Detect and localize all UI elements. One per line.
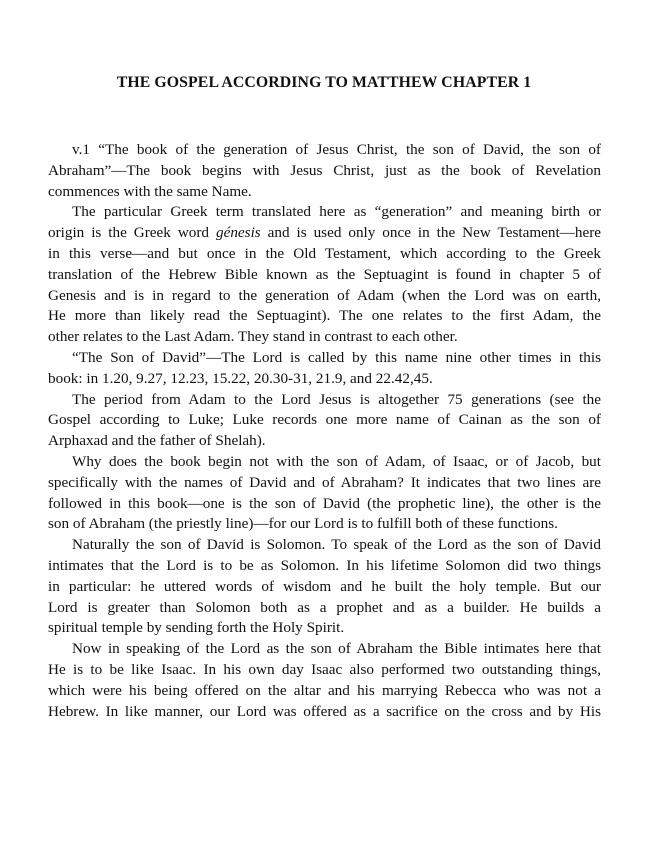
body-text xyxy=(48,140,601,722)
text-line: Genesis and is in regard to the generation of Adam (when the Lord was on earth, xyxy=(48,286,601,304)
text-line: intimates that the Lord is to be as Solomon. In his lifetime Solomon did two things xyxy=(48,556,601,574)
text-line: The particular Greek term translated here as “generation” and meaning birth or xyxy=(72,203,601,221)
text-line: which were his being offered on the altar and his marrying Rebecca who was not a xyxy=(48,681,601,699)
text-line: Naturally the son of David is Solomon. To speak of the Lord as the son of David xyxy=(72,536,601,554)
text-line: spiritual temple by sending forth the Holy Spirit. xyxy=(48,619,345,637)
text-line: son of Abraham (the priestly line)—for our Lord is to fulfill both of these functions. xyxy=(48,515,558,533)
text-line: other relates to the Last Adam. They stand in contrast to each other. xyxy=(48,328,458,346)
text-line: Lord is greater than Solomon both as a prophet and as a builder. He builds a xyxy=(48,598,601,616)
text-line: specifically with the names of David and of Abraham? It indicates that two lines are xyxy=(48,473,601,491)
text-line: in this verse—and but once in the Old Testament, which according to the Greek xyxy=(48,244,601,262)
text-line: commences with the same Name. xyxy=(48,182,252,200)
text-line: Gospel according to Luke; Luke records one more name of Cainan as the son of xyxy=(48,411,601,429)
text-line: Hebrew. In like manner, our Lord was offered as a sacrifice on the cross and by His xyxy=(48,702,601,720)
text-line-with-italic xyxy=(48,223,601,244)
text-segment: and is used only once in the New Testament—here xyxy=(260,224,602,242)
italic-term: génesis xyxy=(215,224,261,242)
text-line: v.1 “The book of the generation of Jesus Christ, the son of David, the son of xyxy=(72,141,601,158)
text-line: in particular: he uttered words of wisdom and he built the holy temple. But our xyxy=(48,577,601,595)
text-line: Arphaxad and the father of Shelah). xyxy=(48,432,266,450)
text-line: followed in this book—one is the son of David (the prophetic line), the other is the xyxy=(48,494,601,512)
text-line: Why does the book begin not with the son of Adam, of Isaac, or of Jacob, but xyxy=(72,452,601,470)
text-line: He is to be like Isaac. In his own day Isaac also performed two outstanding things, xyxy=(48,660,601,678)
text-line: book: in 1.20, 9.27, 12.23, 15.22, 20.30-31, 21.9, and 22.42,45. xyxy=(48,369,433,387)
chapter-title: THE GOSPEL ACCORDING TO MATTHEW CHAPTER 1 xyxy=(116,74,532,91)
text-line: The period from Adam to the Lord Jesus is altogether 75 generations (see the xyxy=(72,390,601,408)
text-segment: origin is the Greek word xyxy=(48,224,216,242)
text-line: Now in speaking of the Lord as the son of Abraham the Bible intimates here that xyxy=(72,640,601,658)
text-line: translation of the Hebrew Bible known as the Septuagint is found in chapter 5 of xyxy=(48,265,601,283)
text-line: He more than likely read the Septuagint). The one relates to the first Adam, the xyxy=(48,307,601,325)
text-line: “The Son of David”—The Lord is called by this name nine other times in this xyxy=(72,348,601,366)
text-line: Abraham”—The book begins with Jesus Christ, just as the book of Revelation xyxy=(48,161,601,179)
